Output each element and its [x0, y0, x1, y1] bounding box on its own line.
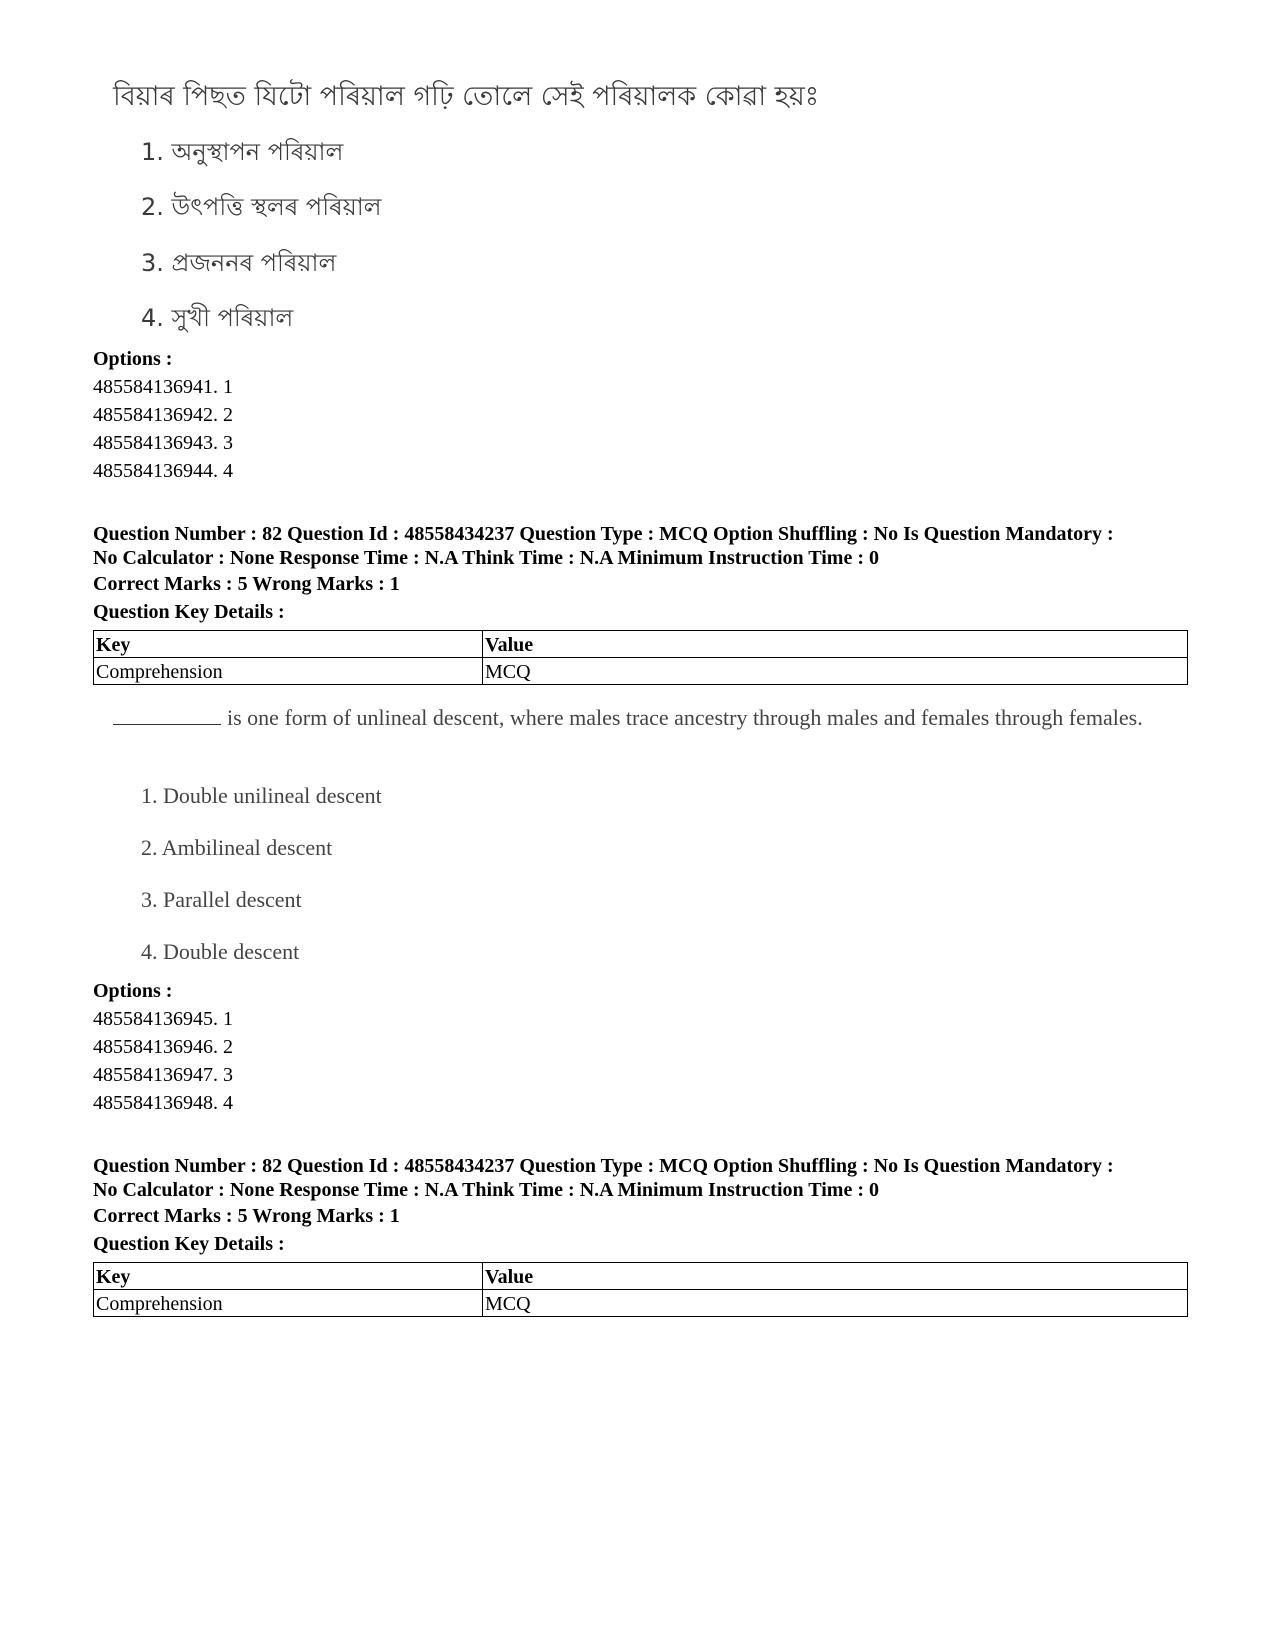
marks-line: Correct Marks : 5 Wrong Marks : 1 — [93, 1205, 400, 1227]
choice-2: 2. Ambilineal descent — [141, 835, 333, 860]
key-header: Key — [94, 1263, 483, 1290]
question-stem-text: is one form of unlineal descent, where males trace ancestry through males and females through females. — [227, 705, 1143, 730]
choice-2: 2. উৎপত্তি স্থলৰ পৰিয়াল — [141, 193, 382, 221]
question-stem: বিয়াৰ পিছত যিটো পৰিয়াল গঢ়ি তোলে সেই পৰিয়ালক কোৱা হয়ঃ — [113, 81, 820, 112]
question-meta-line-2: No Calculator : None Response Time : N.A Think Time : N.A Minimum Instruction Time : 0 — [93, 1179, 879, 1201]
option-id-3: 485584136947. 3 — [93, 1064, 233, 1086]
value-header: Value — [483, 1263, 1188, 1290]
table-header-row — [94, 1263, 1188, 1290]
question-meta-line-1: Question Number : 82 Question Id : 48558434237 Question Type : MCQ Option Shuffling : No Is Question Mandatory : — [93, 1155, 1114, 1177]
option-id-4: 485584136948. 4 — [93, 1092, 233, 1114]
key-details-table — [93, 630, 1188, 685]
options-label: Options : — [93, 348, 173, 370]
option-id-1: 485584136941. 1 — [93, 376, 233, 398]
choice-3: 3. Parallel descent — [141, 887, 302, 912]
choice-1: 1. অনুস্থাপন পৰিয়াল — [141, 138, 344, 166]
key-details-label: Question Key Details : — [93, 601, 285, 623]
key-header: Key — [94, 631, 483, 658]
question-meta — [93, 522, 1193, 570]
question-meta-line-2: No Calculator : None Response Time : N.A Think Time : N.A Minimum Instruction Time : 0 — [93, 547, 879, 569]
option-id-3: 485584136943. 3 — [93, 432, 233, 454]
value-cell: MCQ — [483, 658, 1188, 685]
table-header-row — [94, 631, 1188, 658]
key-details-table — [93, 1262, 1188, 1317]
value-header: Value — [483, 631, 1188, 658]
choice-4: 4. সুখী পৰিয়াল — [141, 304, 294, 332]
option-id-1: 485584136945. 1 — [93, 1008, 233, 1030]
option-id-2: 485584136942. 2 — [93, 404, 233, 426]
question-stem — [113, 704, 1153, 732]
key-cell: Comprehension — [94, 658, 483, 685]
choice-1: 1. Double unilineal descent — [141, 783, 382, 808]
option-id-4: 485584136944. 4 — [93, 460, 233, 482]
table-row — [94, 658, 1188, 685]
fill-blank — [113, 706, 221, 725]
choice-3: 3. প্ৰজননৰ পৰিয়াল — [141, 249, 337, 277]
question-meta — [93, 1154, 1193, 1202]
option-id-2: 485584136946. 2 — [93, 1036, 233, 1058]
marks-line: Correct Marks : 5 Wrong Marks : 1 — [93, 573, 400, 595]
value-cell: MCQ — [483, 1290, 1188, 1317]
question-meta-line-1: Question Number : 82 Question Id : 48558434237 Question Type : MCQ Option Shuffling : No Is Question Mandatory : — [93, 523, 1114, 545]
key-cell: Comprehension — [94, 1290, 483, 1317]
key-details-label: Question Key Details : — [93, 1233, 285, 1255]
options-label: Options : — [93, 980, 173, 1002]
choice-4: 4. Double descent — [141, 939, 300, 964]
table-row — [94, 1290, 1188, 1317]
